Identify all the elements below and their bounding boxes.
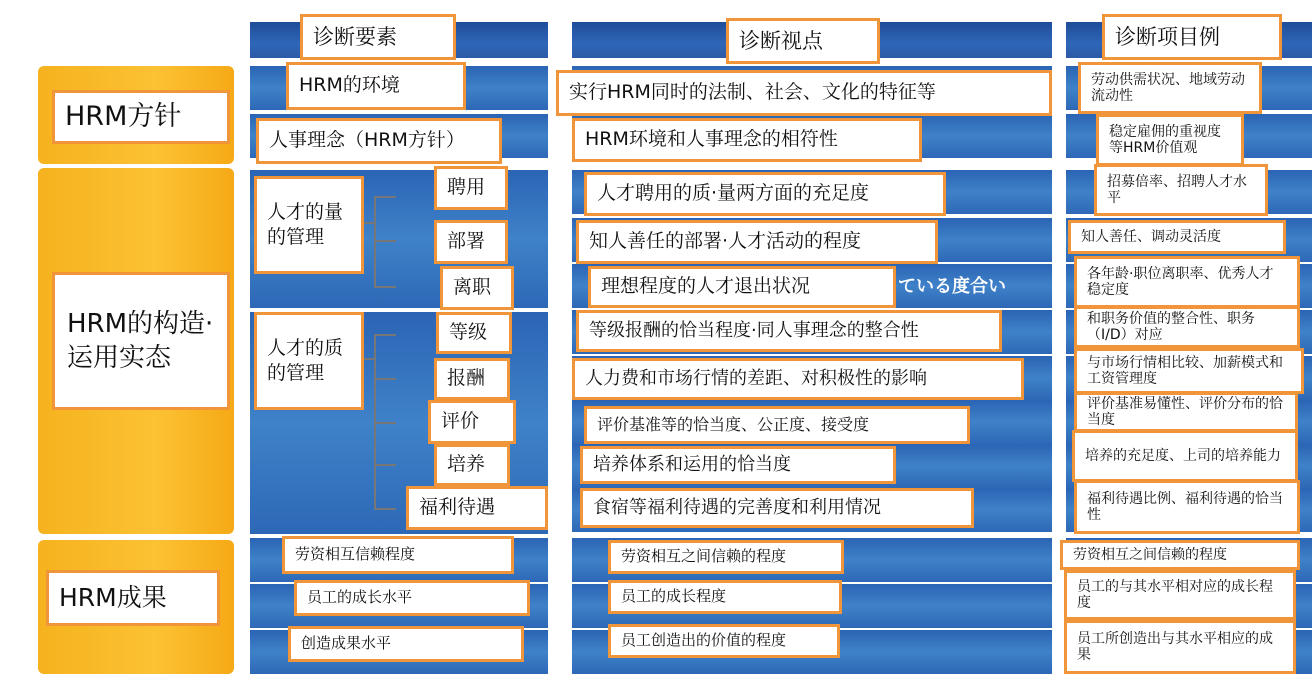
element-philosophy: 人事理念（HRM方针）	[256, 118, 502, 164]
element-welfare: 福利待遇	[406, 486, 548, 530]
element-environment: HRM的环境	[286, 62, 466, 110]
bracket-tick	[374, 422, 396, 424]
bracket-tick	[364, 358, 376, 360]
example-environment: 劳动供需状况、地域劳动流动性	[1078, 62, 1262, 114]
element-quantity-mgmt: 人才的量的管理	[254, 176, 364, 274]
viewpoint-welfare: 食宿等福利待遇的完善度和利用情况	[580, 488, 974, 528]
element-leaving: 离职	[440, 266, 514, 310]
category-results: HRM成果	[46, 570, 220, 626]
viewpoint-trust: 劳资相互之间信赖的程度	[608, 540, 844, 574]
element-quality-mgmt: 人才的质的管理	[254, 312, 364, 410]
example-grade: 和职务价值的整合性、职务（I/D）对应	[1074, 306, 1300, 348]
viewpoint-training: 培养体系和运用的恰当度	[580, 446, 896, 484]
viewpoint-output: 员工创造出的价值的程度	[608, 624, 840, 658]
header-elements: 诊断要素	[300, 14, 456, 60]
element-grade: 等级	[436, 312, 512, 354]
example-evaluation: 评价基准易懂性、评价分布的恰当度	[1074, 392, 1298, 432]
example-hiring: 招募倍率、招聘人才水平	[1094, 164, 1268, 216]
element-growth: 员工的成长水平	[294, 580, 530, 616]
viewpoint-hiring: 人才聘用的质·量两方面的充足度	[584, 172, 946, 216]
example-philosophy: 稳定雇佣的重视度等HRM价值观	[1096, 114, 1244, 166]
element-trust: 劳资相互信赖程度	[282, 536, 514, 574]
viewpoint-leaving: 理想程度的人才退出状况	[588, 266, 896, 308]
category-structure: HRM的构造·运用实态	[52, 272, 230, 410]
element-placement: 部署	[434, 220, 508, 264]
bracket-tick	[364, 222, 376, 224]
bracket-tick	[374, 378, 396, 380]
row-bg-text: ている度合い	[898, 276, 1006, 297]
viewpoint-placement: 知人善任的部署·人才活动的程度	[576, 220, 938, 264]
viewpoint-environment: 实行HRM同时的法制、社会、文化的特征等	[556, 70, 1052, 116]
element-hiring: 聘用	[434, 166, 508, 210]
element-evaluation: 评价	[428, 400, 516, 444]
viewpoint-grade: 等级报酬的恰当程度·同人事理念的整合性	[576, 310, 1002, 352]
example-training: 培养的充足度、上司的培养能力	[1072, 430, 1298, 482]
viewpoint-growth: 员工的成长程度	[608, 580, 842, 614]
example-placement: 知人善任、调动灵活度	[1068, 220, 1286, 254]
viewpoint-evaluation: 评价基准等的恰当度、公正度、接受度	[584, 406, 970, 444]
bracket-tick	[374, 240, 396, 242]
viewpoint-pay: 人力费和市场行情的差距、对积极性的影响	[572, 358, 1024, 400]
example-trust: 劳资相互之间信赖的程度	[1060, 540, 1300, 570]
example-pay: 与市场行情相比较、加薪模式和工资管理度	[1074, 348, 1304, 394]
element-pay: 报酬	[434, 358, 510, 400]
example-leaving: 各年龄·职位离职率、优秀人才稳定度	[1074, 256, 1300, 308]
bracket-tick	[374, 464, 396, 466]
header-viewpoints: 诊断视点	[726, 18, 880, 64]
example-output: 员工所创造出与其水平相应的成果	[1064, 620, 1296, 674]
viewpoint-philosophy: HRM环境和人事理念的相符性	[572, 118, 922, 162]
bracket-quantity	[374, 196, 396, 288]
element-output: 创造成果水平	[288, 626, 524, 662]
header-examples: 诊断项目例	[1102, 14, 1282, 60]
category-policy: HRM方针	[52, 90, 230, 144]
example-welfare: 福利待遇比例、福利待遇的恰当性	[1074, 480, 1300, 534]
example-growth: 员工的与其水平相对应的成长程度	[1064, 570, 1296, 620]
element-training: 培养	[434, 444, 510, 486]
